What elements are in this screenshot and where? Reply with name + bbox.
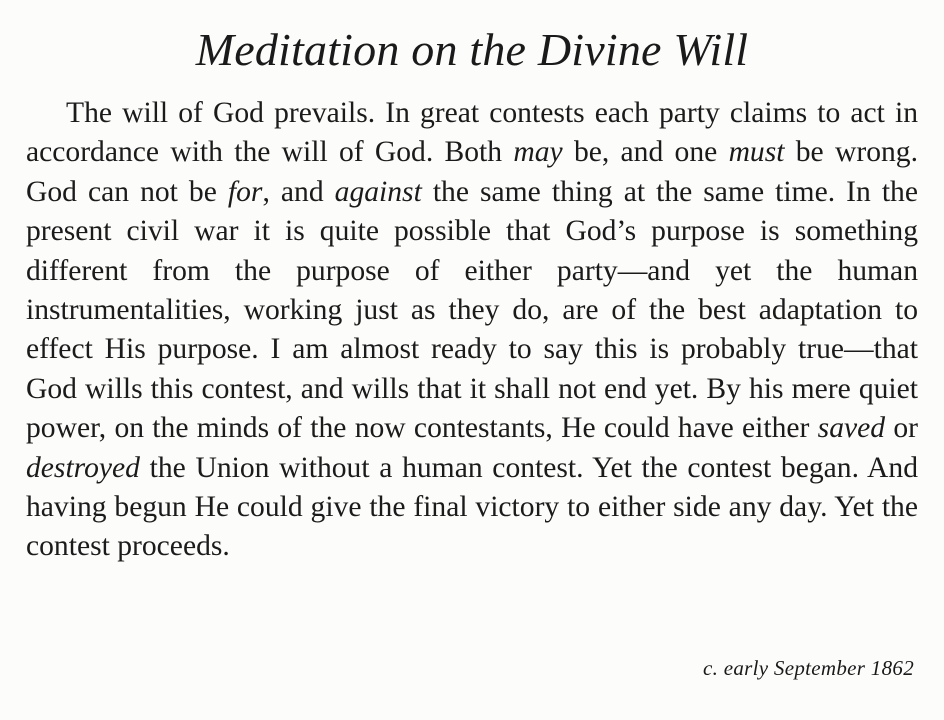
document-title: Meditation on the Divine Will [195,24,749,75]
body-text-segment: the same thing at the same time. In the present civil war it is quite possible that God’s purpose is something different from the purpose of either party—and yet the human instrumentalities, working just as they do, are of the best adaptation to effect His purpose. I am almost ready to say this is probably true—that God wills this contest, and wills that it shall not end yet. By his mere quiet power, on the minds of the now contestants, He could have either [26,175,918,445]
body-text-segment: the Union without a human contest. Yet the contest began. And having begun He could give the final victory to either side any day. Yet the contest proceeds. [26,451,918,563]
body-text-segment: The will of God prevails. In great contests each party claims to act in accordance with the will of God. Both [26,97,918,169]
body-paragraph [26,94,918,567]
body-text-segment: or [885,412,918,445]
body-italic-segment: for [227,175,263,208]
body-italic-segment: saved [817,412,886,445]
body-italic-segment: must [728,136,785,169]
body-text-segment: be, and one [562,136,729,169]
body-italic-segment: against [334,175,422,208]
document-date: c. early September 1862 [702,656,914,680]
body-text-segment: , and [262,175,335,208]
body-text-segment: be wrong. God can not be [26,136,918,208]
body-italic-segment: may [513,136,563,169]
body-italic-segment: destroyed [26,451,140,484]
